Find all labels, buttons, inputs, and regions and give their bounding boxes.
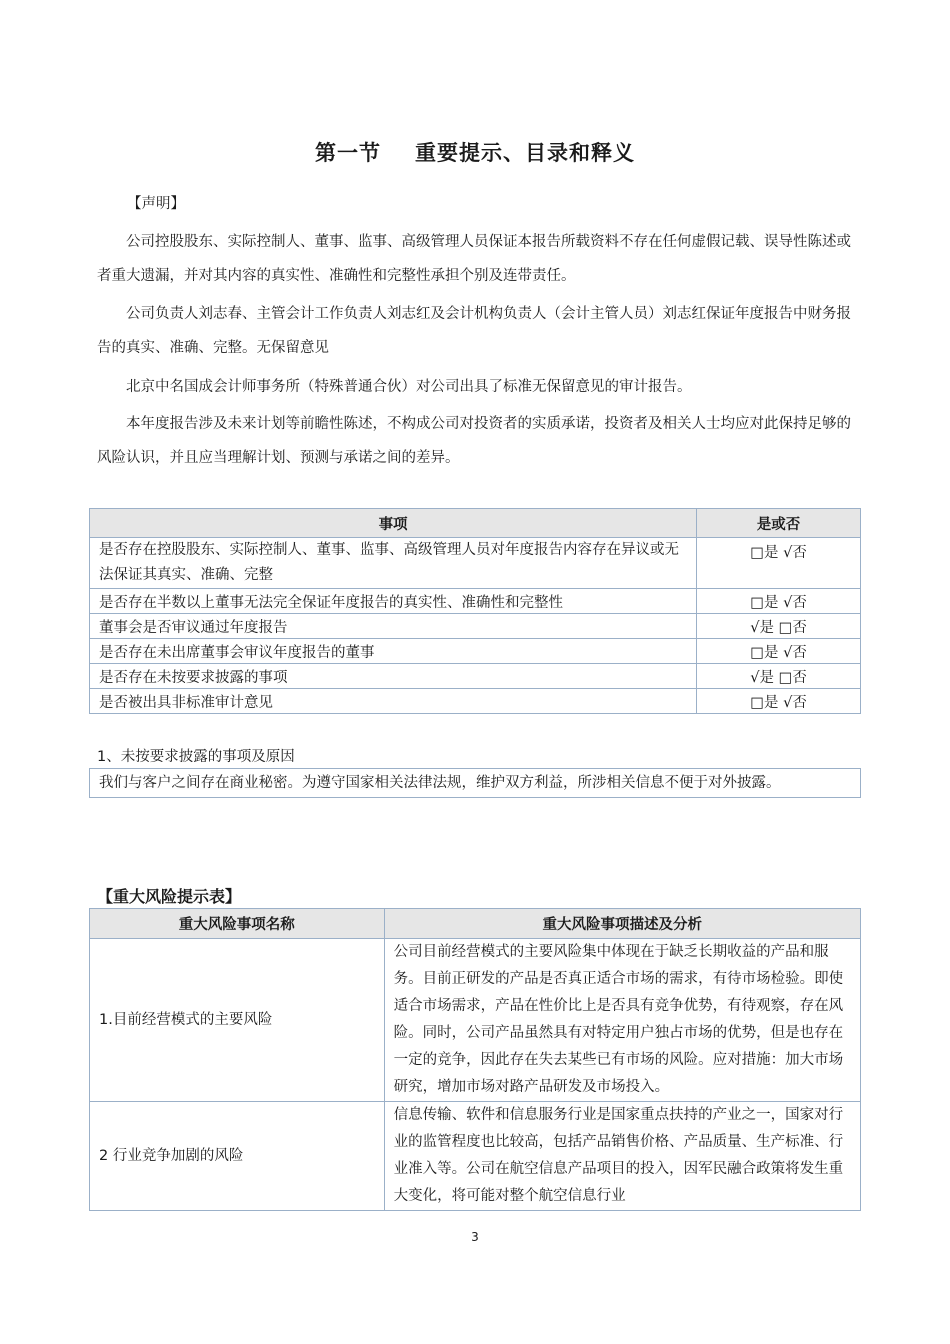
matter-answer: □是 √否 [697, 639, 861, 664]
undisclosed-box [89, 768, 861, 798]
section-number: 第一节 [315, 141, 381, 165]
table-row [90, 939, 861, 1102]
declaration-paragraph: 公司控股股东、实际控制人、董事、监事、高级管理人员保证本报告所载资料不存在任何虚假记载、误导性陈述或者重大遗漏，并对其内容的真实性、准确性和完整性承担个别及连带责任。 [97, 234, 851, 284]
matter-item: 是否存在未出席董事会审议年度报告的董事 [90, 639, 697, 664]
section-title [0, 137, 950, 167]
matters-header-item: 事项 [90, 509, 697, 538]
matter-item: 董事会是否审议通过年度报告 [90, 614, 697, 639]
table-row [90, 664, 861, 689]
risk-name: 2 行业竞争加剧的风险 [90, 1102, 385, 1211]
page-number: 3 [471, 1230, 479, 1244]
risk-header-name: 重大风险事项名称 [90, 909, 385, 939]
matter-answer: □是 √否 [697, 689, 861, 714]
risk-description: 公司目前经营模式的主要风险集中体现在于缺乏长期收益的产品和服务。目前正研发的产品是否真正适合市场的需求，有待市场检验。即使适合市场需求，产品在性价比上是否具有竞争优势，有待观察，存在风险。同时，公司产品虽然具有对特定用户独占市场的优势，但是也存在一定的竞争，因此存在失去某些已有市场的风险。应对措施：加大市场研究，增加市场对路产品研发及市场投入。 [384, 939, 860, 1102]
risk-description: 信息传输、软件和信息服务行业是国家重点扶持的产业之一，国家对行业的监管程度也比较高，包括产品销售价格、产品质量、生产标准、行业准入等。公司在航空信息产品项目的投入，因军民融合政策将发生重大变化，将可能对整个航空信息行业 [384, 1102, 860, 1211]
undisclosed-heading: 1、未按要求披露的事项及原因 [97, 749, 295, 765]
table-row [90, 689, 861, 714]
matters-table [89, 508, 861, 714]
risk-header-description: 重大风险事项描述及分析 [384, 909, 860, 939]
matter-answer: √是 □否 [697, 664, 861, 689]
matter-item: 是否存在半数以上董事无法完全保证年度报告的真实性、准确性和完整性 [90, 589, 697, 614]
matters-header-answer: 是或否 [697, 509, 861, 538]
declaration-label: 【声明】 [127, 196, 185, 212]
matter-answer: √是 □否 [697, 614, 861, 639]
table-row [90, 614, 861, 639]
table-row [90, 1102, 861, 1211]
section-name: 重要提示、目录和释义 [415, 141, 635, 165]
declaration-paragraph: 北京中名国成会计师事务所（特殊普通合伙）对公司出具了标准无保留意见的审计报告。 [126, 379, 692, 395]
table-row [90, 639, 861, 664]
risk-name: 1.目前经营模式的主要风险 [90, 939, 385, 1102]
undisclosed-content: 我们与客户之间存在商业秘密。为遵守国家相关法律法规，维护双方利益，所涉相关信息不便于对外披露。 [90, 769, 861, 798]
matter-item: 是否被出具非标准审计意见 [90, 689, 697, 714]
risk-table-heading: 【重大风险提示表】 [97, 887, 242, 906]
risk-table [89, 908, 861, 1211]
declaration-paragraph: 本年度报告涉及未来计划等前瞻性陈述，不构成公司对投资者的实质承诺，投资者及相关人士均应对此保持足够的风险认识，并且应当理解计划、预测与承诺之间的差异。 [97, 416, 851, 466]
table-row [90, 589, 861, 614]
table-row [90, 538, 861, 589]
matter-answer: □是 √否 [697, 589, 861, 614]
matter-answer: □是 √否 [697, 538, 861, 589]
declaration-paragraph: 公司负责人刘志春、主管会计工作负责人刘志红及会计机构负责人（会计主管人员）刘志红保证年度报告中财务报告的真实、准确、完整。无保留意见 [97, 306, 851, 356]
matter-item: 是否存在控股股东、实际控制人、董事、监事、高级管理人员对年度报告内容存在异议或无法保证其真实、准确、完整 [90, 538, 697, 589]
matter-item: 是否存在未按要求披露的事项 [90, 664, 697, 689]
